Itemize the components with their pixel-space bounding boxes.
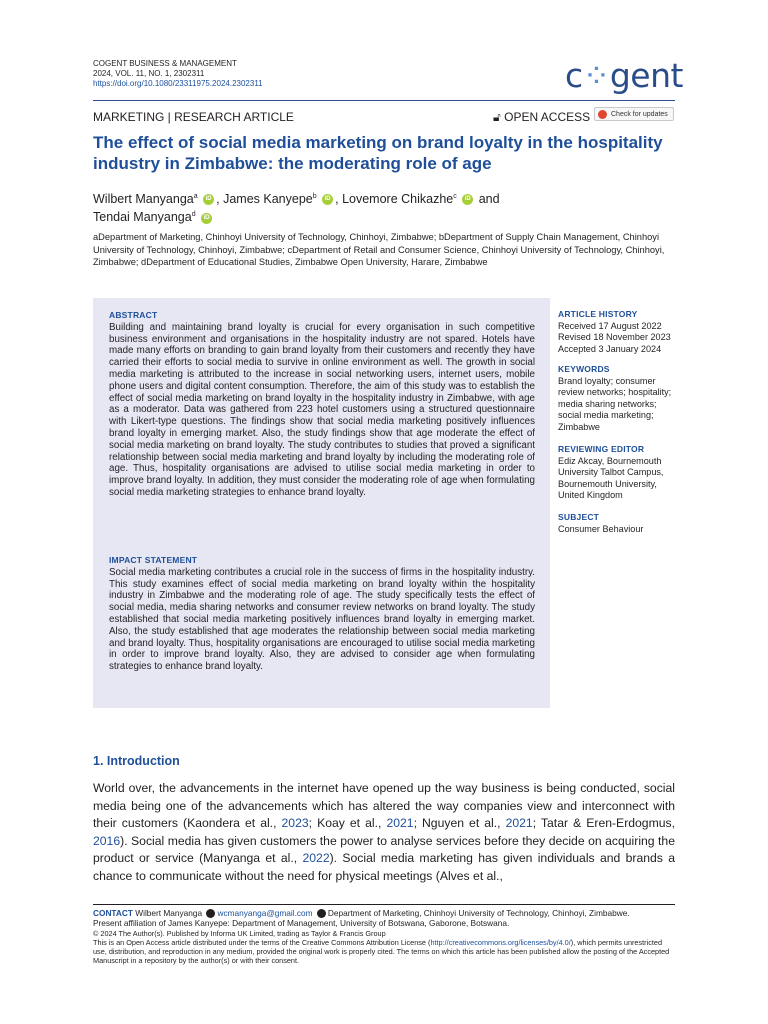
intro-text: ; Tatar & Eren-Erdogmus,	[532, 816, 675, 830]
journal-header	[93, 59, 263, 89]
contact-dept: Department of Marketing, Chinhoyi University of Technology, Chinhoyi, Zimbabwe.	[327, 908, 630, 918]
check-for-updates-button[interactable]	[594, 107, 674, 121]
article-title: The effect of social media marketing on brand loyalty in the hospitality industry in Zimbabwe: the moderating role of age	[93, 133, 663, 173]
citation-link[interactable]: 2016	[93, 833, 121, 848]
reviewing-editor	[558, 444, 678, 502]
abstract-heading: ABSTRACT	[109, 310, 158, 320]
contact-label: CONTACT	[93, 908, 133, 918]
author-sup: d	[191, 211, 196, 219]
intro-text: World over, the advancements in the internet have opened up the way business is being conducted, social media being one of the advancements which has altered the way companies view and interconnect with their customers (Kaondera et al.,	[93, 781, 675, 830]
author-list: Wilbert Manyanga$^a$ iD , James Kanyepe$^b$ iD , Lovemore Chikazhe$^c$ iD and Tendai Manyanga$^d$ iD	[93, 192, 500, 225]
contact-line	[93, 908, 675, 918]
contact-name: Wilbert Manyanga	[135, 908, 203, 918]
journal-issue: 2024, VOL. 11, NO. 1, 2302311	[93, 69, 205, 78]
citation-link[interactable]: 2021	[505, 816, 533, 830]
open-access-lock-icon: 🔓︎	[493, 110, 501, 124]
subject-heading: SUBJECT	[558, 512, 600, 522]
abstract	[109, 310, 535, 499]
impact-heading: IMPACT STATEMENT	[109, 555, 198, 565]
license	[93, 938, 675, 966]
open-access-label: OPEN ACCESS	[504, 110, 591, 124]
license-text: This is an Open Access article distributed under the terms of the Creative Commons Attribution License (	[93, 937, 431, 947]
affiliations: aDepartment of Marketing, Chinhoyi University of Technology, Chinhoyi, Zimbabwe; bDepartment of Supply Chain Management, Chinhoyi University of Technology, Chinhoyi, Zimbabwe; cDepartment of Retail and Consumer Science, Chinhoyi University of Technology, Chinhoyi, Zimbabwe; dDepartment of Educational Studies, Zimbabwe Open University, Harare, Zimbabwe	[93, 232, 665, 267]
orcid-icon[interactable]: iD	[462, 194, 473, 205]
authors-and: and	[478, 192, 500, 207]
citation-link[interactable]: 2023	[281, 816, 309, 830]
keywords	[558, 364, 678, 433]
editor-text: Ediz Akcay, Bournemouth University Talbot Campus, Bournemouth University, United Kingdom	[558, 455, 664, 500]
abstract-text: Building and maintaining brand loyalty is crucial for every organisation in such competitive business environment and organisations in the hospitality industry are not spared. Hotels have made many efforts on branding to gain brand loyalty from their customers and recently they have carried their efforts to social media to survive in online environment as well. The growth in social media marketing is attributed to the increase in social networking users, internet users, mobile phone users and digital content consumption. Therefore, the aim of this study was to establish the effect of social media marketing on brand loyalty in the hospitality industry in Zimbabwe, with age as a moderator. Data was gathered from 223 hotel customers using a structured questionnaire with Likert-type questions. The findings show that social media marketing positively influences brand loyalty in emerging market. Also, the study findings show that age moderate the effect of social media marketing on brand loyalty. The study contributes to studies that proved a significant relationship between social media marketing and brand loyalty by including the moderating role of age. Thus, hospitality organisations are advised to utilise social media marketing in order to improve brand loyalty. In addition, they must consider the moderating role of age when formulating social media marketing strategies to enhance brand loyalty.	[109, 321, 535, 498]
header-rule	[93, 100, 675, 101]
address-icon	[317, 909, 326, 918]
footer	[93, 908, 675, 965]
intro-paragraph	[93, 780, 675, 885]
copyright: © 2024 The Author(s). Published by Informa UK Limited, trading as Taylor & Francis Group	[93, 928, 386, 938]
subject-text: Consumer Behaviour	[558, 523, 644, 534]
section-heading: 1. Introduction	[93, 754, 180, 768]
citation-link[interactable]: 2022	[302, 851, 330, 865]
citation-link[interactable]: 2021	[386, 816, 414, 830]
check-updates-label: Check for updates	[611, 111, 668, 118]
orcid-icon[interactable]: iD	[201, 213, 212, 224]
author-sup: b	[312, 193, 317, 200]
license-text: ), which permits unrestricted use, distribution, and reproduction in any medium, provided the original work is properly cited. The terms on which this article has been published allow the posting of the Accepted Manuscript in a repository by the author(s) or with their consent.	[93, 937, 670, 966]
article-history	[558, 309, 678, 355]
email-icon	[206, 909, 215, 918]
crossmark-icon	[598, 110, 607, 119]
keywords-text: Brand loyalty; consumer review networks; hospitality; media sharing networks; social media marketing; Zimbabwe	[558, 375, 672, 432]
intro-text: ). Social media marketing has given individuals and brands a chance to communicate without the need for physical meetings (Alves et al.,	[93, 851, 676, 883]
present-affiliation: Present affiliation of James Kanyepe: Department of Management, University of Botswana, Gaborone, Botswana.	[93, 918, 510, 929]
subject	[558, 512, 678, 535]
email-link[interactable]: wcmanyanga@gmail.com	[217, 908, 313, 918]
author-name: Lovemore Chikazhe	[342, 192, 454, 207]
footer-rule	[93, 904, 675, 905]
open-access	[493, 110, 590, 125]
journal-name: COGENT BUSINESS & MANAGEMENT	[93, 59, 237, 68]
impact-text: Social media marketing contributes a crucial role in the success of firms in the hospitality industry. This study examines effect of social media marketing on brand loyalty within the hospitality industry in Zimbabwe and the moderating role of age. The study specifically tests the effect of social media, media sharing networks and consumer review networks on brand loyalty. The study established that social media marketing positively influences brand loyalty in emerging market. Also, the study established that age moderates the relationship between social media marketing and brand loyalty. Thus, hospitality organisations are encouraged to utilise social media marketing in order to improve brand loyalty. Also, they are advised to consider age when formulating strategies to enhance brand loyalty.	[109, 566, 535, 673]
author-sup: c	[453, 193, 457, 200]
author-name: Tendai Manyanga	[93, 210, 192, 225]
intro-text: ). Social media has given customers the power to analyse services before they decide on acquiring the product or service (Manyanga et al.,	[93, 833, 675, 865]
author-name: James Kanyepe	[223, 192, 313, 207]
article-section: MARKETING | RESEARCH ARTICLE	[93, 110, 294, 124]
received-date: Received 17 August 2022	[558, 320, 662, 331]
history-heading: ARTICLE HISTORY	[558, 309, 638, 319]
keywords-heading: KEYWORDS	[558, 364, 610, 374]
orcid-icon[interactable]: iD	[322, 194, 333, 205]
editor-heading: REVIEWING EDITOR	[558, 444, 645, 454]
intro-text: ; Nguyen et al.,	[413, 816, 506, 830]
accepted-date: Accepted 3 January 2024	[558, 343, 662, 354]
author-name: Wilbert Manyanga	[93, 192, 194, 207]
cogent-logo: c⁘gent	[565, 56, 683, 95]
intro-text: ; Koay et al.,	[308, 816, 387, 830]
doi-link[interactable]: https://doi.org/10.1080/23311975.2024.2302311	[93, 79, 263, 88]
impact-statement	[109, 555, 535, 673]
orcid-icon[interactable]: iD	[203, 194, 214, 205]
revised-date: Revised 18 November 2023	[558, 332, 671, 342]
author-sup: a	[193, 193, 198, 200]
license-link[interactable]: http://creativecommons.org/licenses/by/4.0/	[430, 937, 571, 947]
